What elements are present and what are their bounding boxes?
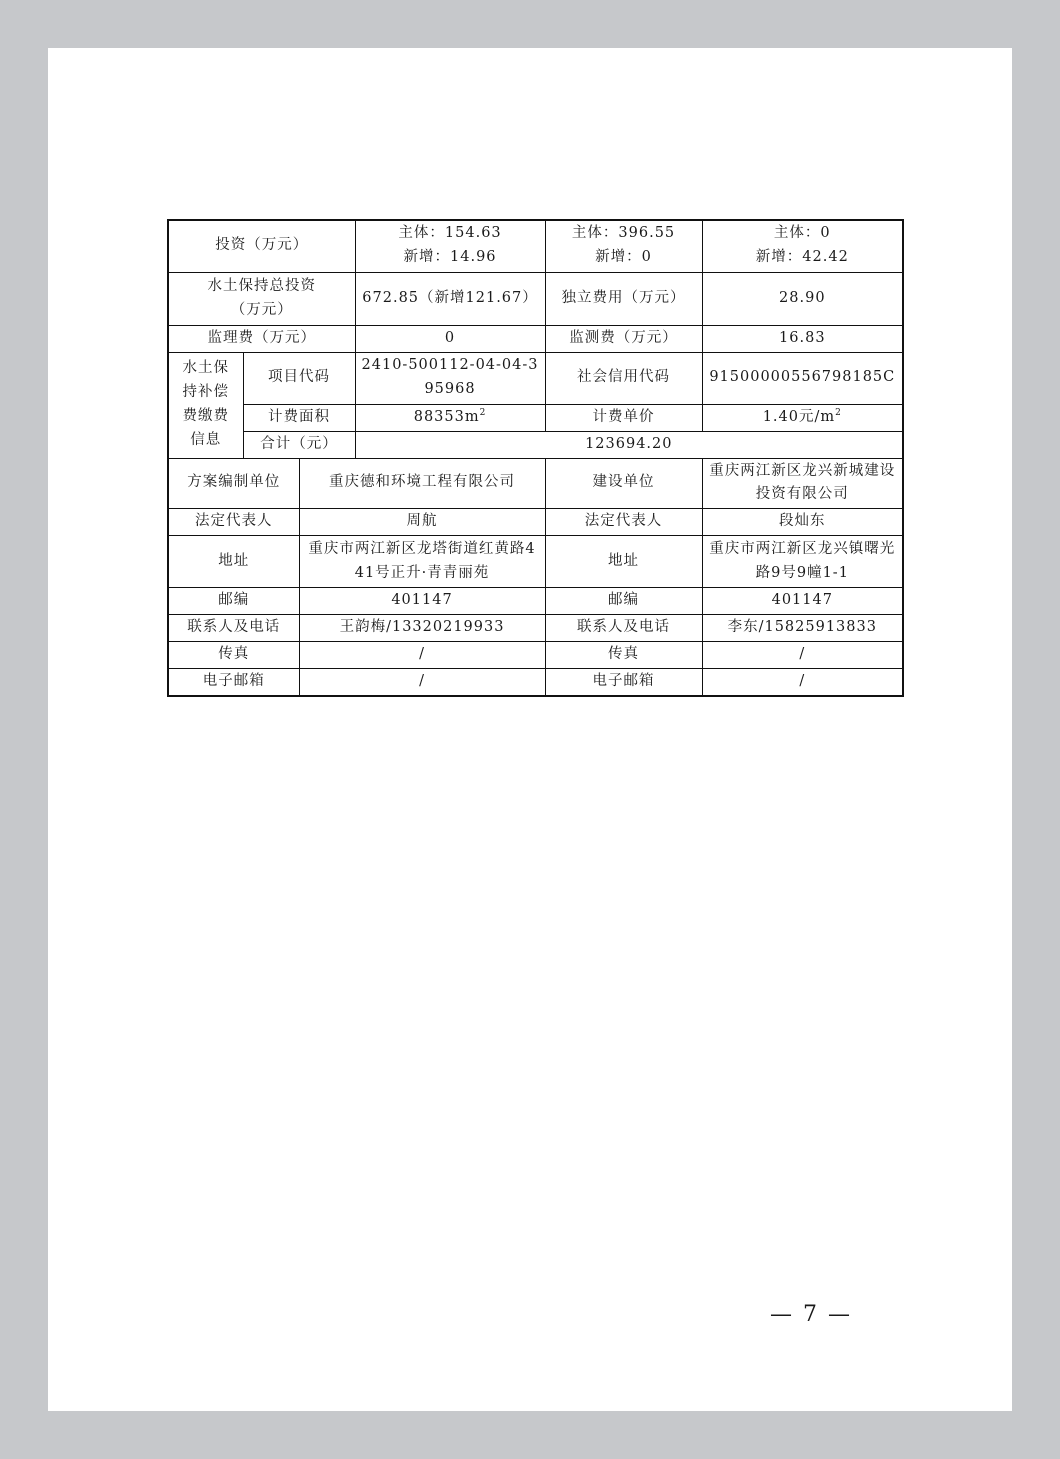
builder-postcode-label: 邮编 — [545, 588, 702, 615]
compensation-group-label-line: 水土保 — [182, 360, 229, 377]
builder-unit-label: 建设单位 — [545, 458, 702, 509]
author-unit-value: 重庆德和环境工程有限公司 — [299, 458, 545, 509]
project-code-label: 项目代码 — [243, 352, 355, 404]
page-number: — 7 — — [770, 1302, 852, 1327]
investment-col2-main: 主体：396.55 — [571, 225, 676, 242]
unit-price-value — [702, 404, 903, 431]
independent-cost-label: 独立费用（万元） — [545, 272, 702, 325]
supervision-fee-label: 监理费（万元） — [168, 325, 355, 352]
table-row — [168, 458, 903, 509]
billing-area-number: 88353m — [413, 408, 480, 425]
author-email-label: 电子邮箱 — [168, 669, 299, 696]
unit-price-number: 1.40元/m — [762, 408, 836, 425]
compensation-group-label-line: 信息 — [190, 431, 222, 448]
investment-col3-main: 主体：0 — [773, 225, 831, 242]
builder-contact-label: 联系人及电话 — [545, 615, 702, 642]
table-row — [168, 325, 903, 352]
author-contact-label: 联系人及电话 — [168, 615, 299, 642]
author-email-value: / — [299, 669, 545, 696]
investment-col1-main: 主体：154.63 — [398, 225, 502, 242]
document-page — [48, 48, 1012, 1411]
swc-total-value: 672.85（新增121.67） — [355, 272, 545, 325]
investment-col3 — [702, 220, 903, 272]
table-row — [168, 669, 903, 696]
table-row — [168, 352, 903, 404]
investment-col2 — [545, 220, 702, 272]
author-postcode-value: 401147 — [299, 588, 545, 615]
compensation-group-label — [168, 352, 243, 458]
table-row — [168, 588, 903, 615]
total-label: 合计（元） — [243, 431, 355, 458]
author-contact-value: 王韵梅/13320219933 — [299, 615, 545, 642]
author-address-label: 地址 — [168, 536, 299, 588]
builder-contact-value: 李东/15825913833 — [702, 615, 903, 642]
billing-area-unit-sup: 2 — [479, 407, 487, 418]
builder-fax-label: 传真 — [545, 642, 702, 669]
builder-postcode-value: 401147 — [702, 588, 903, 615]
credit-code-label: 社会信用代码 — [545, 352, 702, 404]
credit-code-value: 91500000556798185C — [702, 352, 903, 404]
author-fax-value: / — [299, 642, 545, 669]
builder-email-label: 电子邮箱 — [545, 669, 702, 696]
table-row — [168, 642, 903, 669]
supervision-fee-value: 0 — [355, 325, 545, 352]
unit-price-unit-sup: 2 — [835, 407, 842, 418]
builder-address-label: 地址 — [545, 536, 702, 588]
investment-label: 投资（万元） — [168, 220, 355, 272]
builder-legal-label: 法定代表人 — [545, 509, 702, 536]
investment-col3-new: 新增：42.42 — [755, 249, 849, 266]
soil-water-conservation-info-table — [167, 219, 904, 697]
table-row — [168, 272, 903, 325]
compensation-group-label-line: 费缴费 — [182, 408, 229, 424]
builder-address-value: 重庆市两江新区龙兴镇曙光路9号9幢1-1 — [702, 536, 903, 588]
author-unit-label: 方案编制单位 — [168, 458, 299, 509]
investment-col1-new: 新增：14.96 — [403, 249, 497, 266]
table-row — [168, 431, 903, 458]
billing-area-value — [355, 404, 545, 431]
builder-legal-value: 段灿东 — [702, 509, 903, 536]
independent-cost-value: 28.90 — [702, 272, 903, 325]
unit-price-label: 计费单价 — [545, 404, 702, 431]
builder-email-value: / — [702, 669, 903, 696]
table-row — [168, 220, 903, 272]
builder-fax-value: / — [702, 642, 903, 669]
total-value: 123694.20 — [355, 431, 903, 458]
author-address-value: 重庆市两江新区龙塔街道红黄路441号正升·青青丽苑 — [299, 536, 545, 588]
table-row — [168, 509, 903, 536]
monitoring-fee-value: 16.83 — [702, 325, 903, 352]
swc-total-label — [168, 272, 355, 325]
builder-unit-value: 重庆两江新区龙兴新城建设投资有限公司 — [702, 458, 903, 509]
investment-col2-new: 新增：0 — [595, 249, 652, 266]
billing-area-label: 计费面积 — [243, 404, 355, 431]
author-postcode-label: 邮编 — [168, 588, 299, 615]
project-code-value: 2410-500112-04-04-395968 — [355, 352, 545, 404]
investment-col1 — [355, 220, 545, 272]
monitoring-fee-label: 监测费（万元） — [545, 325, 702, 352]
author-fax-label: 传真 — [168, 642, 299, 669]
author-legal-value: 周航 — [299, 509, 545, 536]
compensation-group-label-line: 持补偿 — [182, 384, 229, 401]
table-row — [168, 404, 903, 431]
table-row — [168, 615, 903, 642]
table-row — [168, 536, 903, 588]
swc-total-label-line2: （万元） — [230, 301, 293, 318]
swc-total-label-line1: 水土保持总投资 — [207, 277, 317, 294]
author-legal-label: 法定代表人 — [168, 509, 299, 536]
